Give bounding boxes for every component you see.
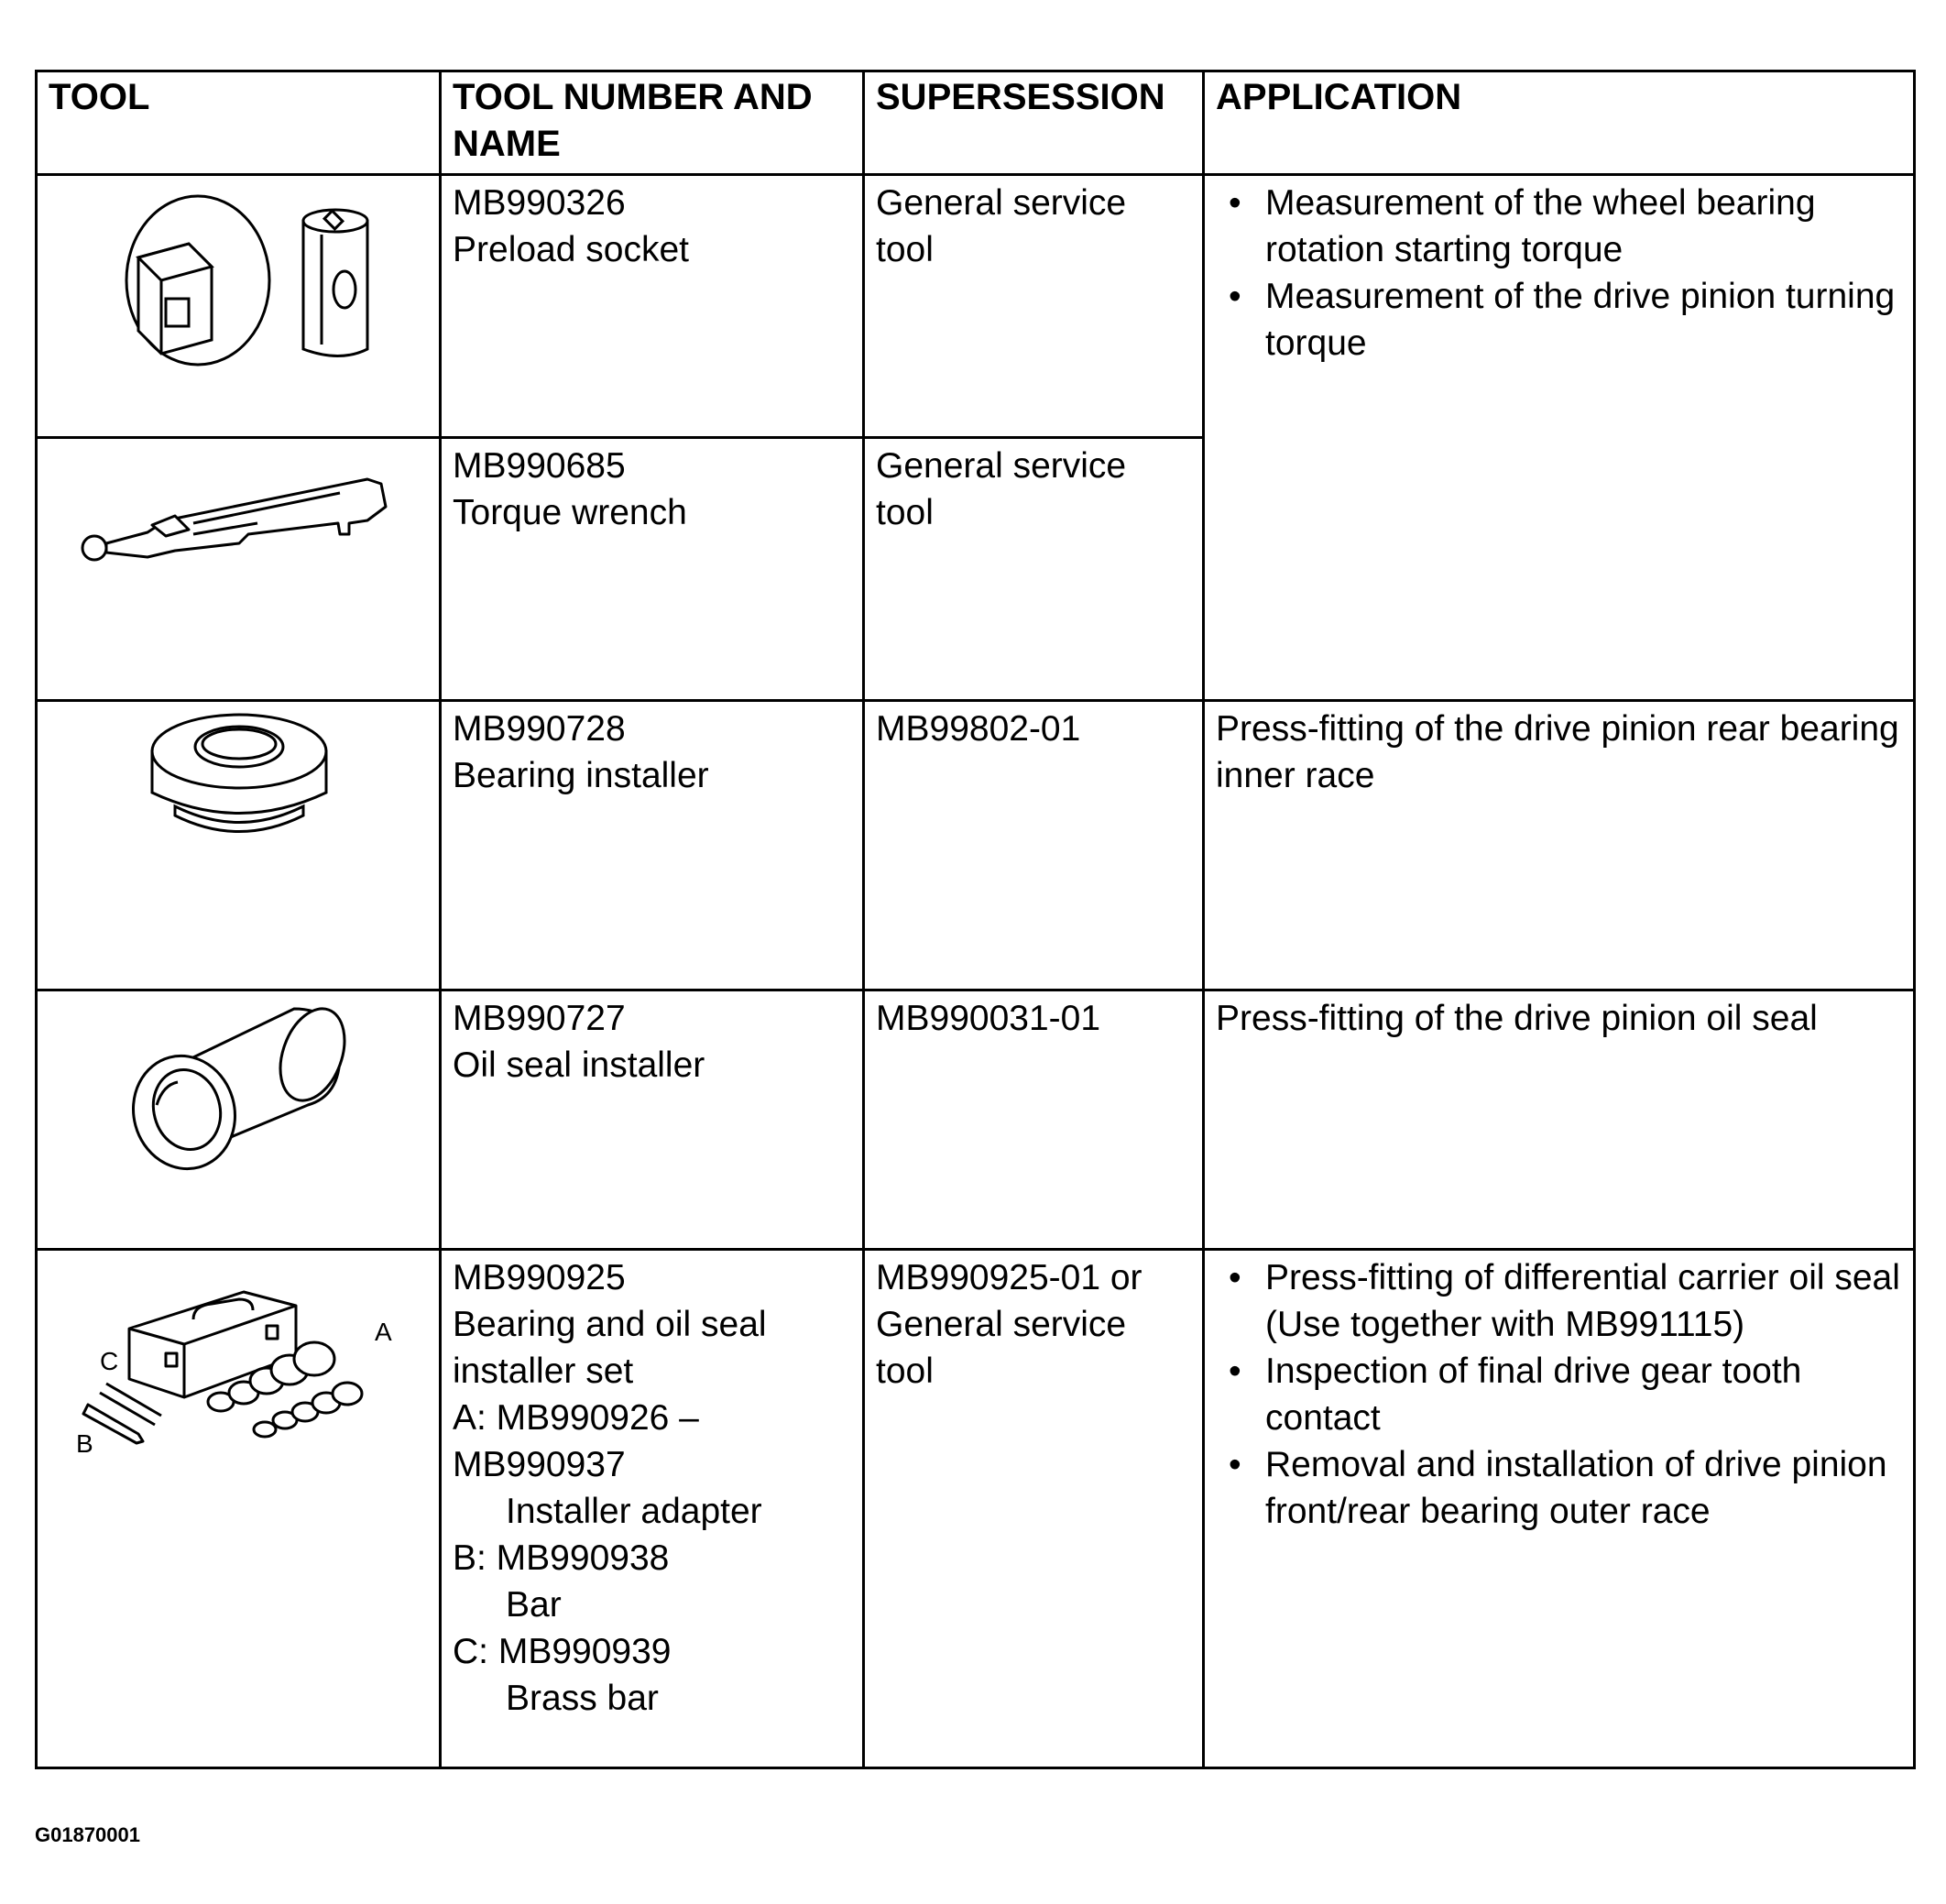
application-list: [1216, 1254, 1904, 1535]
tool-image-cell: [37, 701, 441, 990]
tool-name-line: Bearing and oil seal: [453, 1305, 767, 1344]
tool-number-cell: [441, 175, 864, 438]
tool-number-cell: [441, 701, 864, 990]
part-code-c: C: MB990939: [453, 1632, 672, 1671]
application-note: (Use together with MB991115): [1265, 1305, 1745, 1344]
torque-wrench-icon: [65, 443, 413, 580]
supersession-cell: MB990031-01: [864, 990, 1204, 1250]
supersession-cell: General service tool: [864, 438, 1204, 701]
tool-image-cell: [37, 990, 441, 1250]
supersession-cell: General service tool: [864, 175, 1204, 438]
part-name-a: Installer adapter: [506, 1492, 762, 1531]
tool-number: MB990685: [453, 446, 626, 486]
tool-number-cell: [441, 1250, 864, 1768]
header-application: APPLICATION: [1204, 71, 1915, 175]
tool-number: MB990326: [453, 183, 626, 223]
tool-name: Preload socket: [453, 230, 689, 269]
application-list: [1216, 180, 1904, 367]
header-tool-number-and-name: TOOL NUMBER AND NAME: [441, 71, 864, 175]
application-item: • Measurement of the drive pinion turning torque: [1216, 273, 1904, 367]
part-code-b: B: MB990938: [453, 1538, 670, 1578]
tool-image-cell: [37, 1250, 441, 1768]
table-row: [37, 990, 1915, 1250]
tool-name: Bearing installer: [453, 756, 709, 795]
tool-number-cell: [441, 990, 864, 1250]
application-item: • Removal and installation of drive pinion front/rear bearing outer race: [1216, 1441, 1904, 1535]
supersession-cell: MB990925-01 or General service tool: [864, 1250, 1204, 1768]
table-row: [37, 175, 1915, 438]
tool-number-cell: [441, 438, 864, 701]
part-code-a: A: MB990926 –: [453, 1398, 699, 1438]
tool-image-cell: [37, 438, 441, 701]
supersession-cell: MB99802-01: [864, 701, 1204, 990]
tool-name: Torque wrench: [453, 493, 687, 532]
special-tools-table: [35, 70, 1916, 1769]
application-cell: Press-fitting of the drive pinion oil seal: [1204, 990, 1915, 1250]
table-row: [37, 1250, 1915, 1768]
application-cell: [1204, 175, 1915, 701]
oil-seal-installer-icon: [115, 995, 363, 1178]
preload-socket-icon: [102, 180, 377, 381]
label-b: B: [76, 1429, 93, 1458]
application-item: • Measurement of the wheel bearing rotation starting torque: [1216, 180, 1904, 273]
application-item: [1216, 1254, 1904, 1348]
bearing-installer-icon: [148, 706, 331, 843]
tool-number: MB990728: [453, 709, 626, 749]
tool-image-cell: [37, 175, 441, 438]
tool-name-line: installer set: [453, 1351, 634, 1391]
figure-code: G01870001: [35, 1823, 140, 1846]
installer-set-icon: [56, 1269, 422, 1480]
application-item: • Inspection of final drive gear tooth contact: [1216, 1348, 1904, 1441]
part-code-a-end: MB990937: [453, 1445, 626, 1484]
part-name-b: Bar: [506, 1585, 562, 1625]
application-cell: [1204, 1250, 1915, 1768]
tool-name: Oil seal installer: [453, 1045, 705, 1085]
tool-number: MB990727: [453, 999, 626, 1038]
header-supersession: SUPERSESSION: [864, 71, 1204, 175]
label-c: C: [100, 1347, 119, 1375]
label-a: A: [375, 1318, 392, 1346]
header-tool: TOOL: [37, 71, 441, 175]
part-name-c: Brass bar: [506, 1679, 659, 1718]
header-row: [37, 71, 1915, 175]
table-row: [37, 701, 1915, 990]
application-cell: Press-fitting of the drive pinion rear bearing inner race: [1204, 701, 1915, 990]
tool-number: MB990925: [453, 1258, 626, 1297]
application-text: Press-fitting of differential carrier oil seal: [1265, 1258, 1900, 1297]
